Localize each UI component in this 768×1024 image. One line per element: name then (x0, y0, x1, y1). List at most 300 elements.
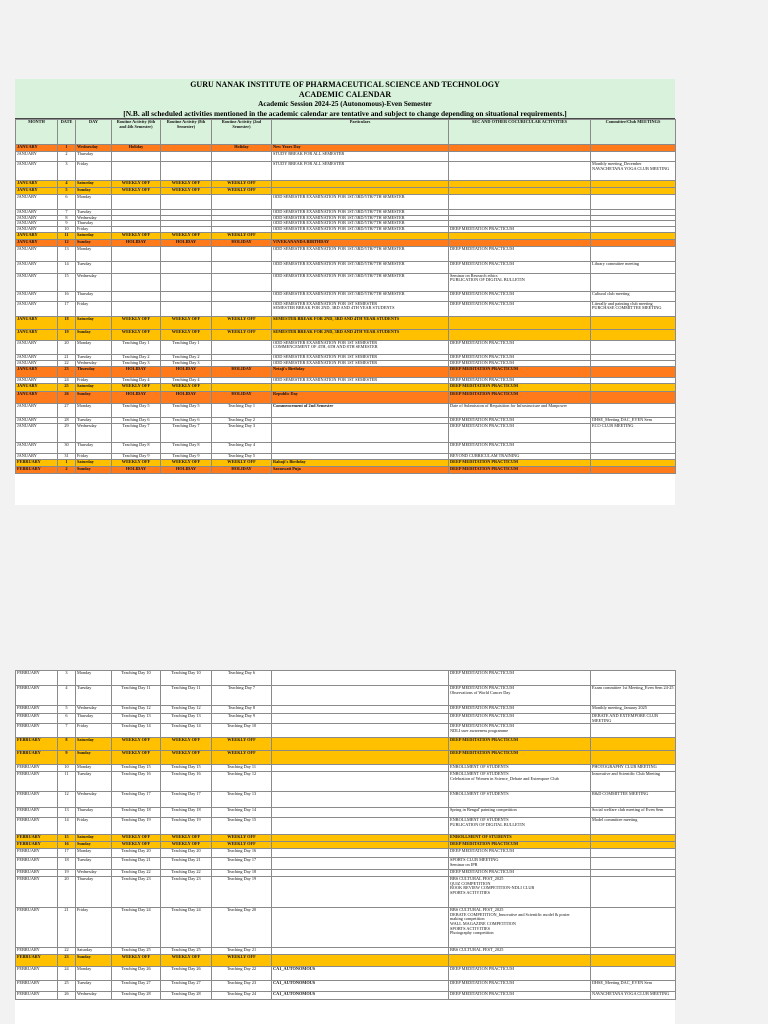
date-cell: 31 (58, 453, 76, 459)
particulars-cell: ODD SEMESTER EXAMINATION FOR 1ST SEMESTER COMMENCEMENT OF 4TH, 6TH AND 8TH SEMESTER (272, 340, 449, 354)
committee-meetings-cell (591, 366, 676, 377)
sec-activities-cell: DEEP MEDITATION PRACTICUM (449, 981, 591, 992)
sec-activities-cell: DEEP MEDITATION PRACTICUM (449, 417, 591, 423)
routine-activity-6-4-cell (112, 301, 161, 316)
committee-meetings-cell (591, 383, 676, 391)
date-cell: 24 (58, 377, 76, 383)
date-cell: 20 (58, 877, 76, 908)
particulars-cell (272, 792, 449, 808)
committee-meetings-cell: IIHSE_Meeting DAC_EVEN Sem (591, 417, 676, 423)
routine-activity-2-cell: Teaching Day 11 (212, 765, 272, 772)
sec-activities-cell (449, 955, 591, 967)
calendar-row (16, 955, 676, 967)
routine-activity-6-4-cell: Teaching Day 11 (112, 686, 161, 706)
routine-activity-6-4-cell: WEEKLY OFF (112, 329, 161, 340)
calendar-row (16, 423, 676, 442)
particulars-cell: SEMESTER BREAK FOR 2ND, 3RD AND 4TH YEAR STUDENTS (272, 329, 449, 340)
date-cell: 22 (58, 360, 76, 366)
date-cell: 26 (58, 391, 76, 403)
routine-activity-8-cell: WEEKLY OFF (161, 738, 212, 751)
col-activity-6-4: Routine Activity (6th and 4th Semester) (112, 120, 161, 145)
date-cell: 2 (58, 466, 76, 473)
routine-activity-6-4-cell: Teaching Day 16 (112, 772, 161, 792)
sec-activities-cell: DEEP MEDITATION PRACTICUM (449, 849, 591, 858)
calendar-row (16, 261, 676, 273)
routine-activity-6-4-cell: Teaching Day 8 (112, 442, 161, 453)
sec-activities-cell: DEEP MEDITATION PRACTICUM (449, 340, 591, 354)
routine-activity-8-cell (161, 246, 212, 261)
month-cell: JANUARY (16, 366, 58, 377)
calendar-row (16, 671, 676, 686)
routine-activity-8-cell: Teaching Day 6 (161, 417, 212, 423)
sec-activities-cell (449, 232, 591, 239)
routine-activity-6-4-cell: Teaching Day 13 (112, 714, 161, 724)
routine-activity-2-cell: Teaching Day 3 (212, 423, 272, 442)
routine-activity-6-4-cell: WEEKLY OFF (112, 955, 161, 967)
sec-activities-cell (449, 188, 591, 195)
routine-activity-2-cell: WEEKLY OFF (212, 955, 272, 967)
date-cell: 5 (58, 706, 76, 714)
sec-activities-cell (449, 152, 591, 162)
day-cell: Friday (76, 226, 112, 232)
calendar-row (16, 246, 676, 261)
month-cell: JANUARY (16, 391, 58, 403)
particulars-cell (272, 772, 449, 792)
routine-activity-2-cell (212, 340, 272, 354)
routine-activity-6-4-cell: Teaching Day 27 (112, 981, 161, 992)
month-cell: JANUARY (16, 195, 58, 210)
month-cell: JANUARY (16, 145, 58, 152)
calendar-row (16, 391, 676, 403)
calendar-row (16, 301, 676, 316)
particulars-cell (272, 232, 449, 239)
routine-activity-2-cell: HOLIDAY (212, 239, 272, 246)
routine-activity-6-4-cell: WEEKLY OFF (112, 188, 161, 195)
month-cell: JANUARY (16, 239, 58, 246)
sec-activities-cell: DEEP MEDITATION PRACTICUM (449, 261, 591, 273)
day-cell: Sunday (76, 239, 112, 246)
routine-activity-6-4-cell (112, 273, 161, 291)
routine-activity-8-cell: Teaching Day 20 (161, 849, 212, 858)
day-cell: Tuesday (76, 261, 112, 273)
particulars-cell (272, 908, 449, 948)
routine-activity-6-4-cell (112, 195, 161, 210)
calendar-title: ACADEMIC CALENDAR (298, 90, 392, 99)
day-cell: Saturday (76, 232, 112, 239)
routine-activity-8-cell: Teaching Day 10 (161, 671, 212, 686)
day-cell: Thursday (76, 714, 112, 724)
routine-activity-8-cell: HOLIDAY (161, 366, 212, 377)
routine-activity-8-cell: Teaching Day 16 (161, 772, 212, 792)
routine-activity-8-cell: Teaching Day 13 (161, 714, 212, 724)
routine-activity-8-cell (161, 291, 212, 301)
day-cell: Wednesday (76, 706, 112, 714)
particulars-cell: ODD SEMESTER EXAMINATION FOR 1ST SEMESTER (272, 354, 449, 360)
routine-activity-2-cell: Teaching Day 12 (212, 772, 272, 792)
particulars-cell (272, 751, 449, 765)
day-cell: Friday (76, 453, 112, 459)
month-cell: FEBRUARY (16, 849, 58, 858)
routine-activity-8-cell (161, 301, 212, 316)
routine-activity-2-cell: Teaching Day 1 (212, 403, 272, 417)
day-cell: Thursday (76, 877, 112, 908)
calendar-row (16, 686, 676, 706)
day-cell: Thursday (76, 442, 112, 453)
sec-activities-cell (449, 239, 591, 246)
calendar-row (16, 383, 676, 391)
particulars-cell: ODD SEMESTER EXAMINATION FOR 1ST/3RD/5TH/7TH SEMESTER (272, 261, 449, 273)
date-cell: 12 (58, 792, 76, 808)
month-cell: FEBRUARY (16, 459, 58, 466)
day-cell: Tuesday (76, 858, 112, 870)
month-cell: FEBRUARY (16, 992, 58, 1000)
calendar-row (16, 981, 676, 992)
day-cell: Thursday (76, 221, 112, 227)
date-cell: 8 (58, 738, 76, 751)
routine-activity-6-4-cell (112, 291, 161, 301)
routine-activity-2-cell: WEEKLY OFF (212, 232, 272, 239)
date-cell: 25 (58, 383, 76, 391)
routine-activity-8-cell: HOLIDAY (161, 466, 212, 473)
calendar-row (16, 181, 676, 188)
sec-activities-cell: DEEP MEDITATION PRACTICUM (449, 226, 591, 232)
calendar-row (16, 738, 676, 751)
calendar-row (16, 273, 676, 291)
calendar-header (15, 79, 675, 119)
sec-activities-cell: BBS CULTURAL FEST_2025 DEBATE COMPETITION_Innovative and Scientific model & poster making competition WALL MAGAZINE COMPETITION SPORTS ACTIVITIES Photography competition (449, 908, 591, 948)
particulars-cell (272, 849, 449, 858)
committee-meetings-cell (591, 724, 676, 738)
calendar-row (16, 849, 676, 858)
routine-activity-8-cell: Teaching Day 18 (161, 808, 212, 818)
routine-activity-2-cell: Teaching Day 13 (212, 792, 272, 808)
routine-activity-6-4-cell: Teaching Day 18 (112, 808, 161, 818)
date-cell: 11 (58, 232, 76, 239)
routine-activity-8-cell: Teaching Day 21 (161, 858, 212, 870)
routine-activity-6-4-cell: HOLIDAY (112, 239, 161, 246)
routine-activity-6-4-cell: WEEKLY OFF (112, 181, 161, 188)
routine-activity-8-cell: Teaching Day 8 (161, 442, 212, 453)
date-cell: 3 (58, 162, 76, 181)
calendar-body-1 (16, 145, 676, 474)
calendar-row (16, 152, 676, 162)
routine-activity-6-4-cell: Teaching Day 21 (112, 858, 161, 870)
routine-activity-8-cell: WEEKLY OFF (161, 459, 212, 466)
routine-activity-8-cell: WEEKLY OFF (161, 835, 212, 842)
routine-activity-2-cell: WEEKLY OFF (212, 751, 272, 765)
routine-activity-8-cell: HOLIDAY (161, 391, 212, 403)
committee-meetings-cell (591, 967, 676, 981)
calendar-row (16, 162, 676, 181)
day-cell: Sunday (76, 188, 112, 195)
date-cell: 18 (58, 858, 76, 870)
date-cell: 16 (58, 291, 76, 301)
routine-activity-2-cell: Teaching Day 7 (212, 686, 272, 706)
routine-activity-6-4-cell: Teaching Day 25 (112, 948, 161, 955)
sec-activities-cell: DEEP MEDITATION PRACTICUM (449, 738, 591, 751)
particulars-cell: STUDY BREAK FOR ALL SEMESTER (272, 162, 449, 181)
committee-meetings-cell: Monthly meeting_January 2025 (591, 706, 676, 714)
calendar-row (16, 145, 676, 152)
sec-activities-cell: DEEP MEDITATION PRACTICUM (449, 706, 591, 714)
routine-activity-2-cell: Teaching Day 5 (212, 453, 272, 459)
routine-activity-8-cell (161, 273, 212, 291)
sec-activities-cell: DEEP MEDITATION PRACTICUM (449, 842, 591, 849)
routine-activity-6-4-cell: Teaching Day 4 (112, 377, 161, 383)
committee-meetings-cell (591, 195, 676, 210)
routine-activity-2-cell (212, 195, 272, 210)
sec-activities-cell: SPORTS CLUB MEETING Seminar on IPR (449, 858, 591, 870)
routine-activity-2-cell: Teaching Day 6 (212, 671, 272, 686)
particulars-cell (272, 686, 449, 706)
sec-activities-cell: BEYOND CURRICULAM TRAINING (449, 453, 591, 459)
day-cell: Saturday (76, 383, 112, 391)
routine-activity-6-4-cell: Teaching Day 12 (112, 706, 161, 714)
particulars-cell (272, 738, 449, 751)
month-cell: FEBRUARY (16, 955, 58, 967)
routine-activity-8-cell: Teaching Day 7 (161, 423, 212, 442)
month-cell: JANUARY (16, 403, 58, 417)
committee-meetings-cell: Exam committee 1st Meeting_Even Sem 24-25 (591, 686, 676, 706)
sec-activities-cell: DEEP MEDITATION PRACTICUM (449, 967, 591, 981)
month-cell: FEBRUARY (16, 671, 58, 686)
routine-activity-8-cell: Teaching Day 28 (161, 992, 212, 1000)
calendar-table-2 (15, 670, 676, 1000)
particulars-cell (272, 188, 449, 195)
month-cell: FEBRUARY (16, 948, 58, 955)
committee-meetings-cell (591, 403, 676, 417)
routine-activity-8-cell: WEEKLY OFF (161, 751, 212, 765)
particulars-cell: Republic Day (272, 391, 449, 403)
sec-activities-cell: DEEP MEDITATION PRACTICUM (449, 671, 591, 686)
committee-meetings-cell (591, 442, 676, 453)
sec-activities-cell (449, 316, 591, 329)
day-cell: Monday (76, 246, 112, 261)
routine-activity-2-cell: WEEKLY OFF (212, 329, 272, 340)
routine-activity-8-cell: Teaching Day 27 (161, 981, 212, 992)
committee-meetings-cell (591, 842, 676, 849)
calendar-row (16, 967, 676, 981)
day-cell: Thursday (76, 152, 112, 162)
routine-activity-2-cell: WEEKLY OFF (212, 316, 272, 329)
routine-activity-2-cell (212, 301, 272, 316)
month-cell: JANUARY (16, 215, 58, 221)
month-cell: JANUARY (16, 301, 58, 316)
date-cell: 9 (58, 751, 76, 765)
calendar-row (16, 858, 676, 870)
sec-activities-cell: DEEP MEDITATION PRACTICUM (449, 360, 591, 366)
month-cell: JANUARY (16, 423, 58, 442)
routine-activity-8-cell: WEEKLY OFF (161, 955, 212, 967)
month-cell: FEBRUARY (16, 818, 58, 835)
routine-activity-2-cell: Teaching Day 15 (212, 818, 272, 835)
month-cell: JANUARY (16, 226, 58, 232)
routine-activity-8-cell: WEEKLY OFF (161, 329, 212, 340)
particulars-cell: New Years Day (272, 145, 449, 152)
calendar-row (16, 870, 676, 877)
calendar-row (16, 765, 676, 772)
month-cell: FEBRUARY (16, 870, 58, 877)
routine-activity-6-4-cell: WEEKLY OFF (112, 842, 161, 849)
routine-activity-2-cell (212, 152, 272, 162)
routine-activity-6-4-cell: Teaching Day 17 (112, 792, 161, 808)
particulars-cell (272, 835, 449, 842)
committee-meetings-cell: ECO CLUB MEETING (591, 423, 676, 442)
calendar-row (16, 188, 676, 195)
date-cell: 19 (58, 870, 76, 877)
date-cell: 1 (58, 145, 76, 152)
date-cell: 10 (58, 765, 76, 772)
routine-activity-8-cell (161, 195, 212, 210)
routine-activity-2-cell (212, 246, 272, 261)
routine-activity-6-4-cell: Teaching Day 1 (112, 340, 161, 354)
date-cell: 21 (58, 354, 76, 360)
particulars-cell: STUDY BREAK FOR ALL SEMESTER (272, 152, 449, 162)
committee-meetings-cell (591, 671, 676, 686)
date-cell: 11 (58, 772, 76, 792)
routine-activity-8-cell: WEEKLY OFF (161, 188, 212, 195)
committee-meetings-cell (591, 329, 676, 340)
routine-activity-8-cell: Teaching Day 17 (161, 792, 212, 808)
col-particulars: Particulars (272, 120, 449, 145)
committee-meetings-cell (591, 955, 676, 967)
day-cell: Tuesday (76, 354, 112, 360)
routine-activity-6-4-cell: Teaching Day 23 (112, 877, 161, 908)
routine-activity-6-4-cell: Teaching Day 24 (112, 908, 161, 948)
particulars-cell: ODD SEMESTER EXAMINATION FOR 1ST/3RD/5TH/7TH SEMESTER (272, 273, 449, 291)
calendar-page-2 (15, 670, 675, 1024)
day-cell: Thursday (76, 291, 112, 301)
committee-meetings-cell (591, 466, 676, 473)
date-cell: 14 (58, 818, 76, 835)
date-cell: 15 (58, 835, 76, 842)
day-cell: Saturday (76, 738, 112, 751)
disclaimer-note: [N.B. all scheduled activities mentioned in the academic calendar are tentative and subject to change depending on situational requirements.] (123, 109, 567, 118)
routine-activity-2-cell: HOLIDAY (212, 466, 272, 473)
routine-activity-8-cell: Teaching Day 23 (161, 877, 212, 908)
col-date: DATE (58, 120, 76, 145)
routine-activity-6-4-cell: Teaching Day 15 (112, 765, 161, 772)
month-cell: FEBRUARY (16, 714, 58, 724)
committee-meetings-cell (591, 858, 676, 870)
sec-activities-cell: DEEP MEDITATION PRACTICUM NDLI user awareness programme (449, 724, 591, 738)
calendar-row (16, 316, 676, 329)
routine-activity-8-cell: Teaching Day 24 (161, 908, 212, 948)
routine-activity-8-cell: Teaching Day 22 (161, 870, 212, 877)
sec-activities-cell: DEEP MEDITATION PRACTICUM (449, 291, 591, 301)
calendar-row (16, 466, 676, 473)
routine-activity-2-cell (212, 273, 272, 291)
date-cell: 6 (58, 714, 76, 724)
month-cell: FEBRUARY (16, 792, 58, 808)
date-cell: 18 (58, 316, 76, 329)
calendar-page-1 (15, 79, 675, 505)
day-cell: Tuesday (76, 686, 112, 706)
day-cell: Wednesday (76, 423, 112, 442)
particulars-cell: Netaji's Birthday (272, 366, 449, 377)
committee-meetings-cell: IIHSE_Meeting DAC_EVEN Sem (591, 981, 676, 992)
day-cell: Monday (76, 765, 112, 772)
particulars-cell (272, 842, 449, 849)
committee-meetings-cell (591, 751, 676, 765)
particulars-cell: VIVEKANANDA BIRTHDAY (272, 239, 449, 246)
routine-activity-2-cell: Teaching Day 21 (212, 948, 272, 955)
particulars-cell (272, 714, 449, 724)
month-cell: JANUARY (16, 162, 58, 181)
date-cell: 6 (58, 195, 76, 210)
routine-activity-6-4-cell: Teaching Day 28 (112, 992, 161, 1000)
particulars-cell: Commencement of 2nd Semester (272, 403, 449, 417)
routine-activity-6-4-cell: WEEKLY OFF (112, 835, 161, 842)
routine-activity-6-4-cell: Teaching Day 20 (112, 849, 161, 858)
date-cell: 7 (58, 210, 76, 216)
date-cell: 13 (58, 246, 76, 261)
calendar-row (16, 842, 676, 849)
particulars-cell (272, 818, 449, 835)
routine-activity-6-4-cell: Teaching Day 10 (112, 671, 161, 686)
month-cell: FEBRUARY (16, 751, 58, 765)
day-cell: Sunday (76, 466, 112, 473)
date-cell: 26 (58, 992, 76, 1000)
particulars-cell: ODD SEMESTER EXAMINATION FOR 1ST/3RD/5TH/7TH SEMESTER (272, 291, 449, 301)
date-cell: 3 (58, 671, 76, 686)
routine-activity-8-cell (161, 162, 212, 181)
committee-meetings-cell: NAVACHETANA YOGA CLUB MEETING (591, 992, 676, 1000)
routine-activity-6-4-cell: WEEKLY OFF (112, 232, 161, 239)
sec-activities-cell: ENROLLMENT OF STUDENTS (449, 765, 591, 772)
routine-activity-8-cell: WEEKLY OFF (161, 316, 212, 329)
sec-activities-cell: BBS CULTURAL FEST_2025 QUIZ COMPETITION BOOK REVIEW COMPETITION-NDLI CLUB SPORTS ACTIVITIES (449, 877, 591, 908)
routine-activity-2-cell: WEEKLY OFF (212, 835, 272, 842)
day-cell: Saturday (76, 459, 112, 466)
sec-activities-cell (449, 162, 591, 181)
date-cell: 23 (58, 366, 76, 377)
col-sec: SEC AND OTHER COCURICULAR ACTIVITIES (449, 120, 591, 145)
month-cell: JANUARY (16, 246, 58, 261)
calendar-row (16, 340, 676, 354)
date-cell: 22 (58, 948, 76, 955)
day-cell: Friday (76, 724, 112, 738)
date-cell: 21 (58, 908, 76, 948)
calendar-row (16, 291, 676, 301)
calendar-row (16, 992, 676, 1000)
date-cell: 1 (58, 459, 76, 466)
date-cell: 13 (58, 808, 76, 818)
month-cell: JANUARY (16, 417, 58, 423)
month-cell: FEBRUARY (16, 835, 58, 842)
particulars-cell (272, 724, 449, 738)
month-cell: JANUARY (16, 221, 58, 227)
date-cell: 15 (58, 273, 76, 291)
committee-meetings-cell (591, 232, 676, 239)
col-day: DAY (76, 120, 112, 145)
day-cell: Friday (76, 301, 112, 316)
calendar-row (16, 706, 676, 714)
day-cell: Wednesday (76, 215, 112, 221)
month-cell: JANUARY (16, 181, 58, 188)
month-cell: JANUARY (16, 383, 58, 391)
particulars-cell: ODD SEMESTER EXAMINATION FOR 1ST/3RD/5TH/7TH SEMESTER (272, 215, 449, 221)
routine-activity-6-4-cell: WEEKLY OFF (112, 751, 161, 765)
routine-activity-2-cell: Teaching Day 19 (212, 877, 272, 908)
date-cell: 2 (58, 152, 76, 162)
routine-activity-2-cell: Teaching Day 8 (212, 706, 272, 714)
routine-activity-2-cell: Teaching Day 24 (212, 992, 272, 1000)
routine-activity-8-cell: Teaching Day 15 (161, 765, 212, 772)
calendar-row (16, 835, 676, 842)
sec-activities-cell: DEEP MEDITATION PRACTICUM (449, 466, 591, 473)
particulars-cell: CA1_AUTONOMOUS (272, 981, 449, 992)
